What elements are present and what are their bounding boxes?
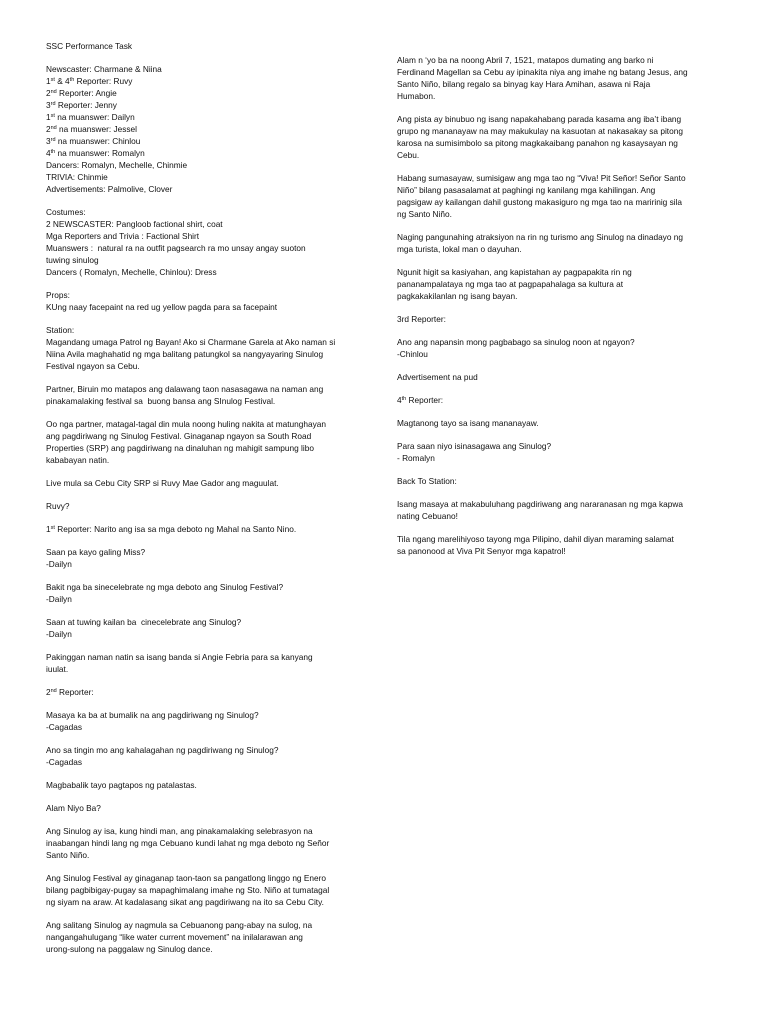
ordinal-suffix: st (50, 77, 55, 83)
text-line: Dancers: Romalyn, Mechelle, Chinmie (46, 160, 188, 170)
text-line: Partner, Biruin mo matapos ang dalawang taon nasasagawa na naman ang (46, 384, 324, 394)
text-line: -Dailyn (46, 594, 72, 604)
text-line: Ang Sinulog Festival ay ginaganap taon-taon sa pangatlong linggo ng Enero (46, 873, 326, 883)
paragraph (46, 709, 371, 733)
text-line: Ang pista ay binubuo ng isang napakahabang parada kasama ang iba’t ibang (397, 114, 682, 124)
text-line: Tila ngang marelihiyoso tayong mga Pilipino, dahil diyan maraming salamat (397, 534, 674, 544)
text-line (46, 147, 371, 159)
paragraph (46, 500, 371, 512)
paragraph (397, 54, 732, 102)
ordinal-suffix: nd (50, 89, 57, 95)
paragraph (46, 63, 371, 195)
text-line: Saan at tuwing kailan ba cinecelebrate ang Sinulog? (46, 617, 242, 627)
right-column (397, 0, 732, 568)
paragraph (397, 336, 732, 360)
paragraph (397, 113, 732, 161)
text-segment: na muanswer: Chinlou (55, 136, 141, 146)
paragraph (46, 289, 371, 313)
text-line: pagkakakilanlan ng isang bayan. (397, 291, 518, 301)
text-line: Ruvy? (46, 501, 70, 511)
text-line (46, 123, 371, 135)
paragraph (46, 477, 371, 489)
text-line (46, 75, 371, 87)
text-line: - Romalyn (397, 453, 435, 463)
text-line: Props: (46, 290, 70, 300)
text-line (46, 523, 371, 535)
text-line: Masaya ka ba at bumalik na ang pagdiriwang ng Sinulog? (46, 710, 259, 720)
text-line: Live mula sa Cebu City SRP si Ruvy Mae Gador ang maguulat. (46, 478, 279, 488)
text-segment: Reporter: (56, 687, 94, 697)
text-line: inaabangan hindi lang ng mga Cebuano kundi lahat ng mga deboto ng Señor (46, 838, 330, 848)
text-line (46, 686, 371, 698)
paragraph (46, 825, 371, 861)
ordinal-suffix: nd (50, 688, 57, 694)
text-segment: Reporter: Narito ang isa sa mga deboto ng Mahal na Santo Nino. (54, 524, 297, 534)
text-segment: 2 (46, 687, 51, 697)
text-line: Santo Niño. (46, 850, 90, 860)
text-line: karosa na sumisimbolo sa pitong magkakaibang panahon ng kasaysayan ng (397, 138, 678, 148)
text-line: pinakamalaking festival sa buong bansa ang SInulog Festival. (46, 396, 276, 406)
text-line: Mga Reporters and Trivia : Factional Shirt (46, 231, 200, 241)
text-line: Properties (SRP) ang pagdiriwang na dinaluhan ng mahigit sampung libo (46, 443, 314, 453)
ordinal-suffix: rd (50, 101, 56, 107)
paragraph (46, 919, 371, 955)
paragraph (397, 475, 732, 487)
paragraph (46, 872, 371, 908)
text-line (46, 99, 371, 111)
text-segment: 2 (46, 124, 51, 134)
text-line: ng siyam na araw. At kadalasang sikat ang pagdiriwang na ito sa Cebu City. (46, 897, 324, 907)
text-line: -Dailyn (46, 559, 72, 569)
text-line: pagsigaw ay kailangan dahil gustong makasiguro ng mga tao na maririnig sila (397, 197, 683, 207)
ordinal-suffix: nd (50, 125, 57, 131)
paragraph (46, 206, 371, 278)
paragraph (397, 313, 732, 325)
paragraph (46, 744, 371, 768)
text-line: Oo nga partner, matagal-tagal din mula noong huling nakita at matunghayan (46, 419, 326, 429)
text-line (46, 87, 371, 99)
paragraph (46, 779, 371, 791)
text-line: 2 NEWSCASTER: Pangloob factional shirt, coat (46, 219, 223, 229)
paragraph (46, 651, 371, 675)
text-line: Advertisements: Palmolive, Clover (46, 184, 173, 194)
paragraph (46, 324, 371, 372)
paragraph (46, 418, 371, 466)
text-line: Station: (46, 325, 75, 335)
text-line: Ang Sinulog ay isa, kung hindi man, ang pinakamalaking selebrasyon na (46, 826, 313, 836)
text-line (46, 135, 371, 147)
paragraph (397, 371, 732, 383)
text-line: 3rd Reporter: (397, 314, 446, 324)
text-line: tuwing sinulog (46, 255, 99, 265)
text-line: Naging pangunahing atraksiyon na rin ng turismo ang Sinulog na dinadayo ng (397, 232, 683, 242)
paragraph (397, 440, 732, 464)
text-segment: na muanswer: Romalyn (55, 148, 145, 158)
paragraph (46, 802, 371, 814)
text-line: iuulat. (46, 664, 69, 674)
text-line: pananampalataya ng mga tao at pagpapahalaga sa kultura at (397, 279, 624, 289)
text-line: Back To Station: (397, 476, 457, 486)
text-line: Magbabalik tayo pagtapos ng patalastas. (46, 780, 197, 790)
paragraph (397, 231, 732, 255)
text-segment: 4 (46, 148, 51, 158)
text-line: sa panonood at Viva Pit Senyor mga kapatrol! (397, 546, 566, 556)
text-line: Habang sumasayaw, sumisigaw ang mga tao ng “Viva! Pit Señor! Señor Santo (397, 173, 686, 183)
paragraph (397, 266, 732, 302)
text-line: Para saan niyo isinasagawa ang Sinulog? (397, 441, 552, 451)
text-segment: na muanswer: Dailyn (54, 112, 135, 122)
text-segment: 1 (46, 524, 51, 534)
text-line: Advertisement na pud (397, 372, 478, 382)
text-line: nating Cebuano! (397, 511, 458, 521)
text-line: Bakit nga ba sinecelebrate ng mga deboto ang Sinulog Festival? (46, 582, 284, 592)
text-line: nangangahulugang “like water current movement” na inilalarawan ang (46, 932, 303, 942)
text-line: Niina Avila maghahatid ng mga balitang patungkol sa nangyayaring Sinulog (46, 349, 324, 359)
text-segment: na muanswer: Jessel (56, 124, 137, 134)
text-line: SSC Performance Task (46, 41, 133, 51)
text-line: Dancers ( Romalyn, Mechelle, Chinlou): Dress (46, 267, 217, 277)
text-line: bilang pagbibigay-pugay sa mapaghimalang imahe ng Sto. Niño at tumatagal (46, 885, 330, 895)
text-line: Cebu. (397, 150, 420, 160)
text-segment: Reporter: Angie (56, 88, 117, 98)
text-line: -Cagadas (46, 722, 82, 732)
text-line: grupo ng mananayaw na may makukulay na kasuotan at nakasakay sa pitong (397, 126, 683, 136)
paragraph (46, 581, 371, 605)
text-line: -Cagadas (46, 757, 82, 767)
ordinal-suffix: st (50, 113, 55, 119)
paragraph (397, 394, 732, 406)
text-line: urong-sulong na paggalaw ng Sinulog dance. (46, 944, 213, 954)
text-segment: 1 (46, 112, 51, 122)
text-line: Pakinggan naman natin sa isang banda si Angie Febria para sa kanyang (46, 652, 313, 662)
ordinal-suffix: rd (50, 137, 56, 143)
paragraph (46, 686, 371, 698)
text-line: ng Santo Niño. (397, 209, 452, 219)
text-line: Ano sa tingin mo ang kahalagahan ng pagdiriwang ng Sinulog? (46, 745, 279, 755)
text-line: Alam n ‘yo ba na noong Abril 7, 1521, matapos dumating ang barko ni (397, 55, 654, 65)
paragraph (397, 498, 732, 522)
text-segment: 1 (46, 76, 51, 86)
text-line: Humabon. (397, 91, 436, 101)
text-line: Saan pa kayo galing Miss? (46, 547, 146, 557)
text-line: Ang salitang Sinulog ay nagmula sa Cebuanong pang-abay na sulog, na (46, 920, 313, 930)
text-line: Festival ngayon sa Cebu. (46, 361, 140, 371)
text-line: Muanswers : natural ra na outfit pagsearch ra mo unsay angay suoton (46, 243, 306, 253)
text-line: TRIVIA: Chinmie (46, 172, 108, 182)
text-line: Ano ang napansin mong pagbabago sa sinulog noon at ngayon? (397, 337, 635, 347)
text-line: kababayan natin. (46, 455, 110, 465)
ordinal-suffix: th (69, 77, 75, 83)
paragraph (397, 533, 732, 557)
paragraph (46, 383, 371, 407)
text-line: ang pagdiriwang ng Sinulog Festival. Ginaganap ngayon sa South Road (46, 431, 312, 441)
ordinal-suffix: th (401, 396, 407, 402)
text-line: mga turista, lokal man o dayuhan. (397, 244, 522, 254)
ordinal-suffix: st (50, 525, 55, 531)
text-line: Alam Niyo Ba? (46, 803, 101, 813)
text-segment: & 4 (54, 76, 70, 86)
text-line (46, 111, 371, 123)
text-line: Santo Niño, bilang regalo sa binyag kay Hara Amihan, asawa ni Raja (397, 79, 651, 89)
text-line: Ferdinand Magellan sa Cebu ay ipinakita niya ang imahe ng batang Jesus, ang (397, 67, 688, 77)
text-segment: 4 (397, 395, 402, 405)
text-segment: Reporter: Ruvy (74, 76, 133, 86)
paragraph (46, 523, 371, 535)
text-segment: 3 (46, 136, 51, 146)
text-line: -Chinlou (397, 349, 428, 359)
paragraph (46, 40, 371, 52)
text-line: Magtanong tayo sa isang mananayaw. (397, 418, 539, 428)
text-line: Newscaster: Charmane & Niina (46, 64, 162, 74)
paragraph (46, 546, 371, 570)
text-line: -Dailyn (46, 629, 72, 639)
text-segment: 2 (46, 88, 51, 98)
text-segment: Reporter: Jenny (55, 100, 117, 110)
text-line: KUng naay facepaint na red ug yellow pagda para sa facepaint (46, 302, 278, 312)
paragraph (46, 616, 371, 640)
paragraph (397, 417, 732, 429)
text-line (397, 394, 732, 406)
text-segment: 3 (46, 100, 51, 110)
text-line: Niño” bilang pasasalamat at paghingi ng kanilang mga kahilingan. Ang (397, 185, 656, 195)
text-line: Magandang umaga Patrol ng Bayan! Ako si Charmane Garela at Ako naman si (46, 337, 336, 347)
text-line: Isang masaya at makabuluhang pagdiriwang ang nararanasan ng mga kapwa (397, 499, 683, 509)
text-segment: Reporter: (406, 395, 444, 405)
text-line: Ngunit higit sa kasiyahan, ang kapistahan ay pagpapakita rin ng (397, 267, 632, 277)
left-column (46, 0, 371, 966)
ordinal-suffix: th (50, 149, 56, 155)
paragraph (397, 172, 732, 220)
text-line: Costumes: (46, 207, 86, 217)
